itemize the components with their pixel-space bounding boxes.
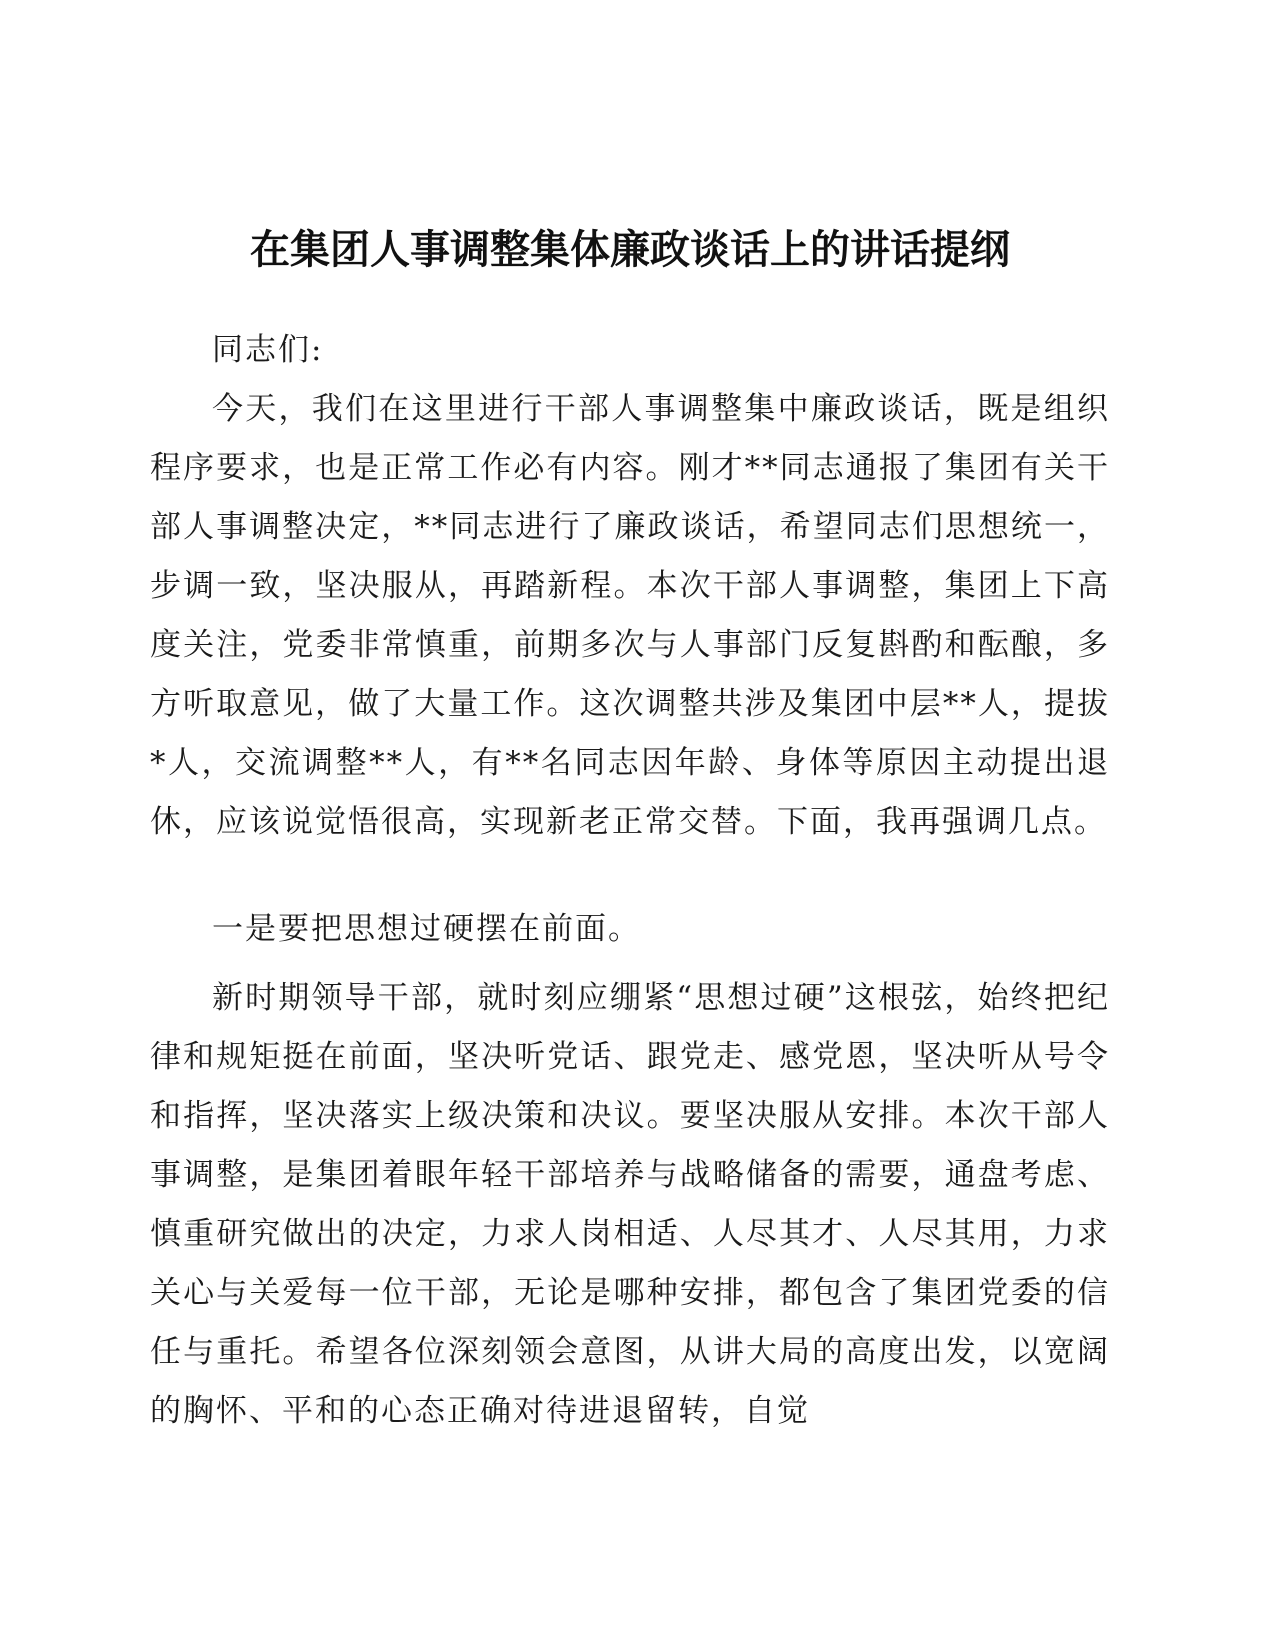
section-heading-1: 一是要把思想过硬摆在前面。 [212, 911, 641, 947]
document-title: 在集团人事调整集体廉政谈话上的讲话提纲 [250, 227, 1010, 273]
salutation: 同志们: [212, 332, 324, 368]
paragraph-intro: 今天，我们在这里进行干部人事调整集中廉政谈话，既是组织程序要求，也是正常工作必有内容。刚才**同志通报了集团有关干部人事调整决定，**同志进行了廉政谈话，希望同志们思想统一，步调一致，坚决服从，再踏新程。本次干部人事调整，集团上下高度关注，党委非常慎重，前期多次与人事部门反复斟酌和酝酿，多方听取意见，做了大量工作。这次调整共涉及集团中层**人，提拔*人，交流调整**人，有**名同志因年龄、身体等原因主动提出退休，应该说觉悟很高，实现新老正常交替。下面，我再强调几点。 [150, 391, 1110, 840]
paragraph-section-1: 新时期领导干部，就时刻应绷紧“思想过硬”这根弦，始终把纪律和规矩挺在前面，坚决听党话、跟党走、感党恩，坚决听从号令和指挥，坚决落实上级决策和决议。要坚决服从安排。本次干部人事调整，是集团着眼年轻干部培养与战略储备的需要，通盘考虑、慎重研究做出的决定，力求人岗相适、人尽其才、人尽其用，力求关心与关爱每一位干部，无论是哪种安排，都包含了集团党委的信任与重托。希望各位深刻领会意图，从讲大局的高度出发，以宽阔的胸怀、平和的心态正确对待进退留转，自觉 [150, 980, 1110, 1429]
